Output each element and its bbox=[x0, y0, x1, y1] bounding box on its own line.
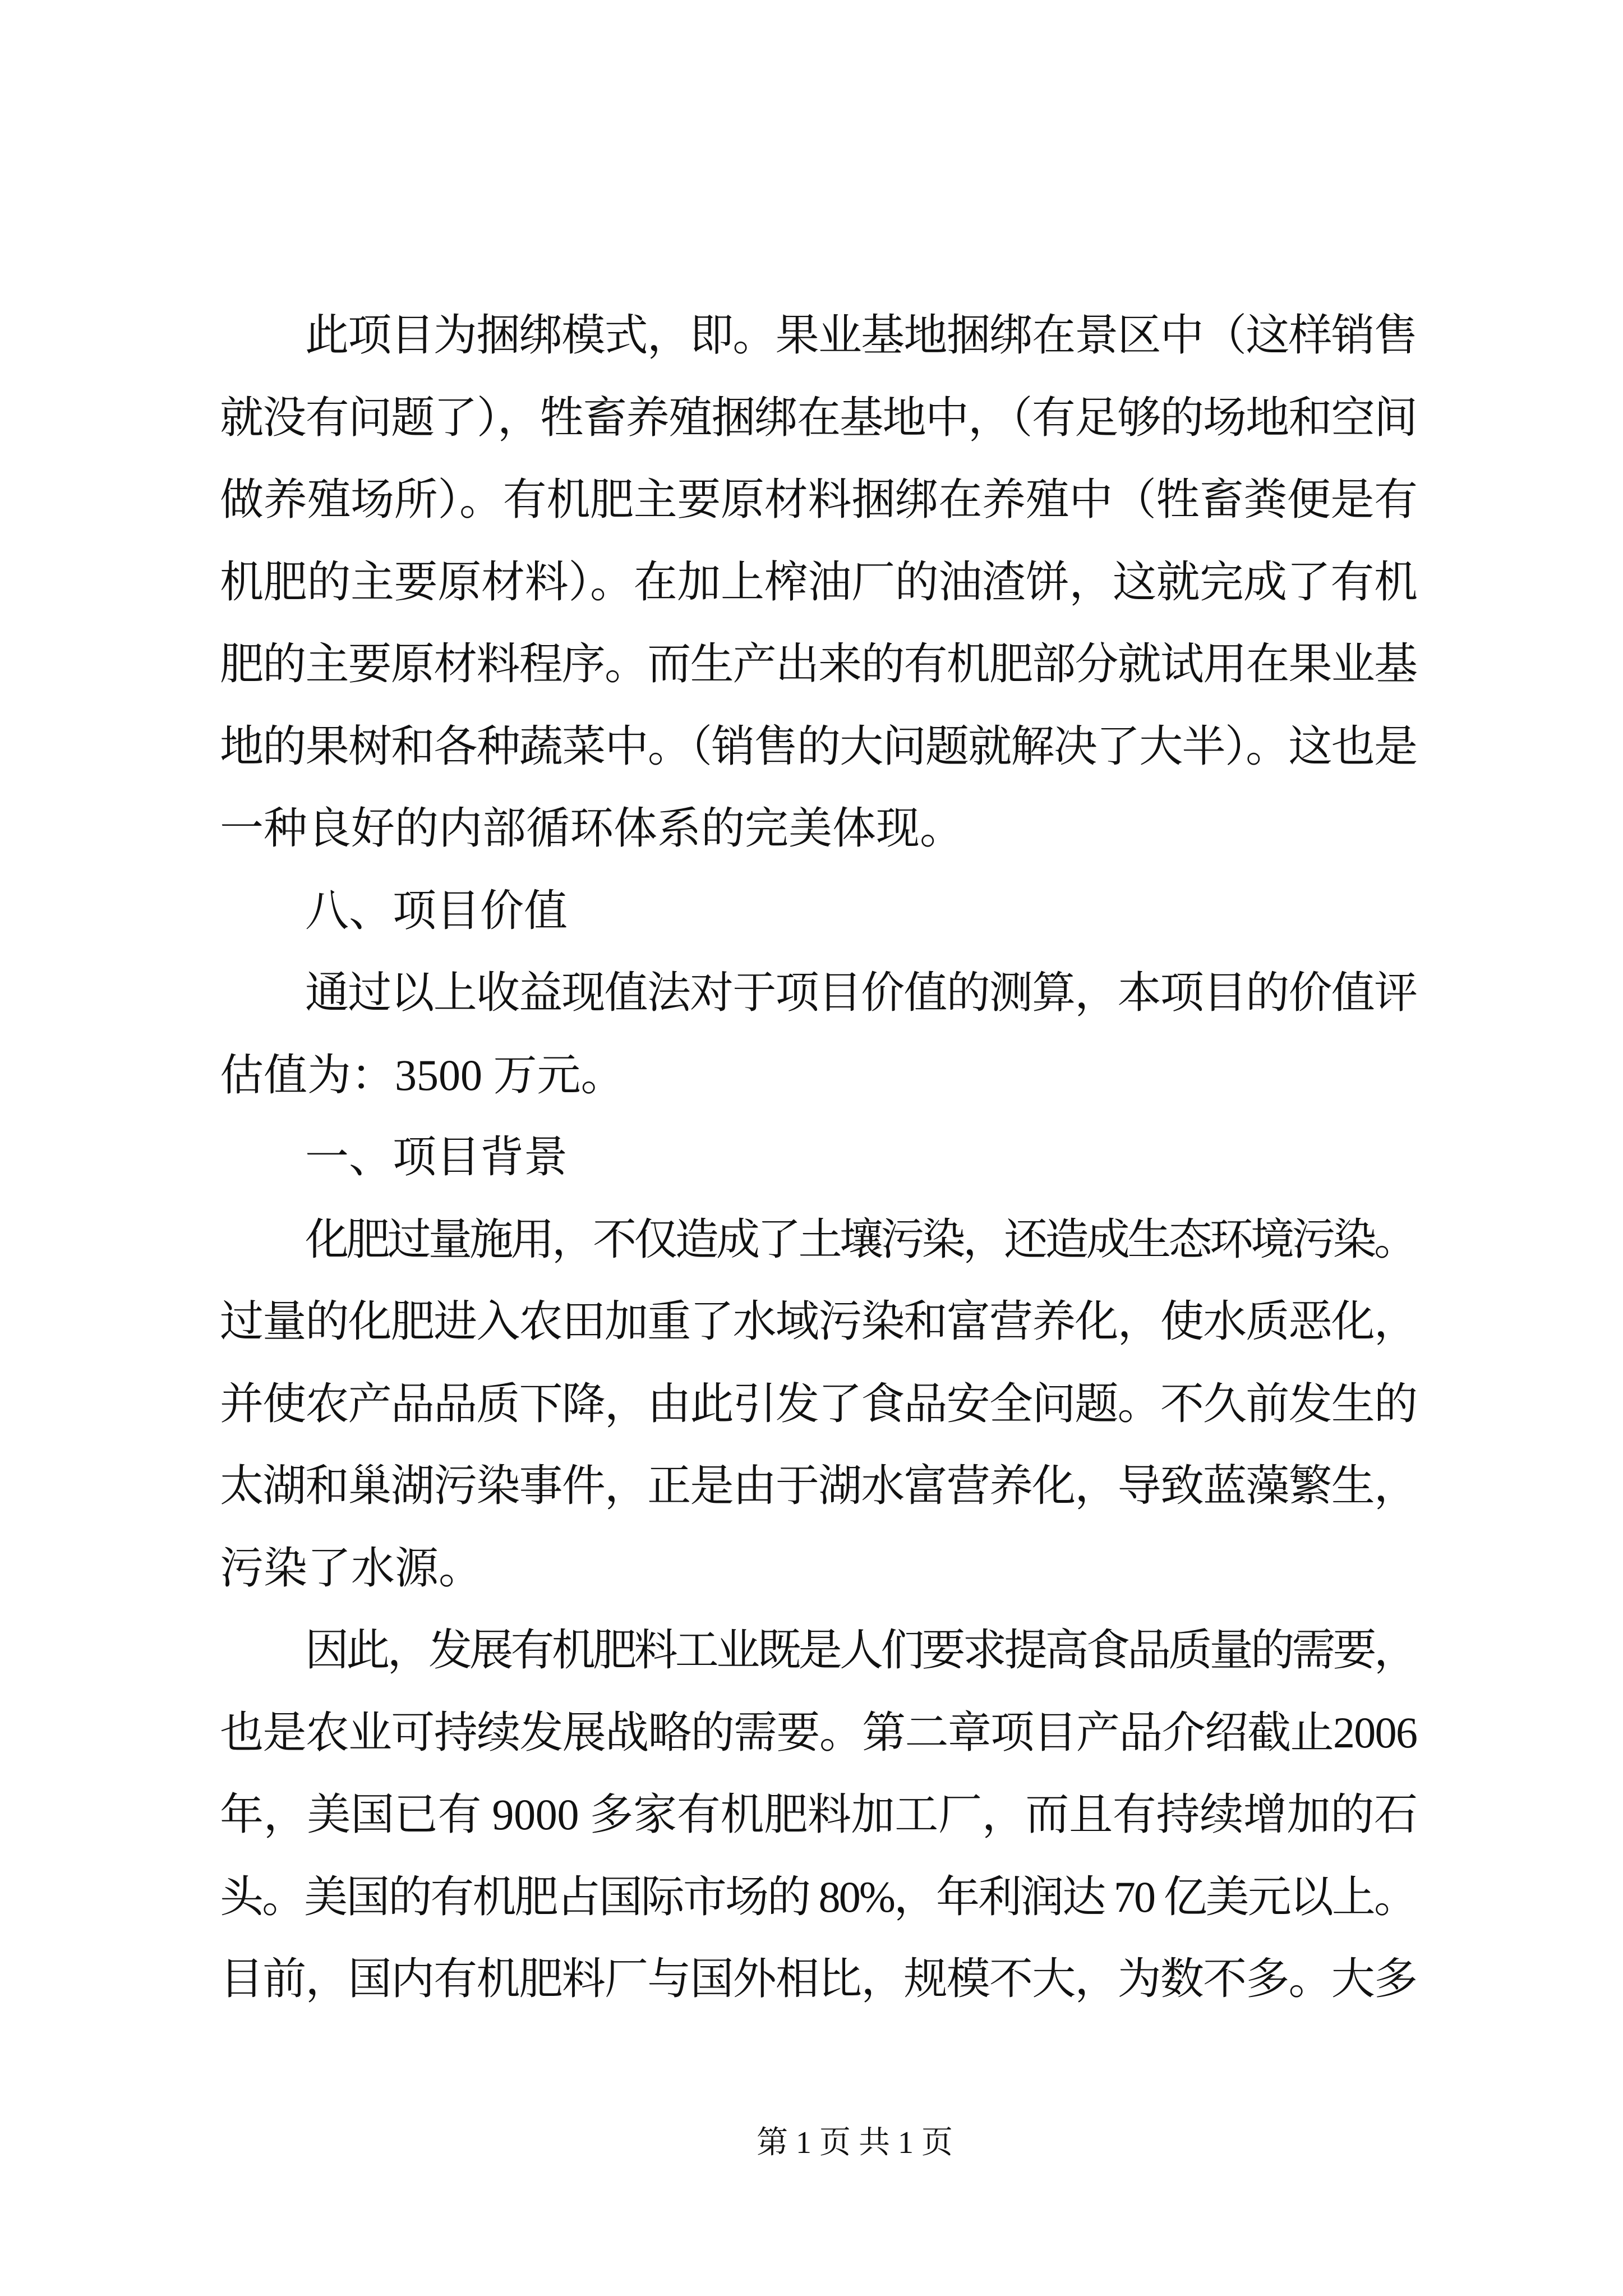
heading-text: 八、项目价值 bbox=[305, 886, 568, 935]
paragraph-project-binding-model bbox=[220, 295, 1418, 870]
line-text: 一种良好的内部循环体系的完美体现。 bbox=[220, 804, 964, 853]
section-heading-project-value bbox=[220, 870, 1418, 953]
line-text: 肥的主要原材料程序。而生产出来的有机肥部分就试用在果业基 bbox=[220, 639, 1417, 688]
line-text: 做养殖场所）。有机肥主要原材料捆绑在养殖中（牲畜粪便是有 bbox=[220, 475, 1418, 524]
body-text-line bbox=[220, 1856, 1418, 1939]
body-text-line bbox=[220, 1774, 1418, 1856]
line-text: 估值为：3500 万元。 bbox=[220, 1050, 625, 1099]
line-text: 目前，国内有机肥料厂与国外相比，规模不大，为数不多。大多 bbox=[220, 1954, 1417, 2003]
section-heading bbox=[220, 870, 1418, 953]
body-text-line bbox=[220, 1034, 1418, 1117]
body-text-line bbox=[220, 1199, 1418, 1281]
body-text-line bbox=[220, 623, 1418, 706]
body-text-line bbox=[220, 1692, 1418, 1774]
line-text: 机肥的主要原材料）。在加上榨油厂的油渣饼，这就完成了有机 bbox=[220, 557, 1418, 606]
body-text-line bbox=[220, 788, 1418, 870]
body-text-line bbox=[220, 459, 1418, 541]
heading-text: 一、项目背景 bbox=[305, 1133, 568, 1181]
line-text: 年，美国已有 9000 多家有机肥料加工厂，而且有持续增加的石 bbox=[220, 1790, 1418, 1839]
line-text: 此项目为捆绑模式，即。果业基地捆绑在景区中（这样销售 bbox=[305, 311, 1417, 360]
line-text: 并使农产品品质下降，由此引发了食品安全问题。不久前发生的 bbox=[220, 1379, 1417, 1428]
body-text-line bbox=[220, 1527, 1418, 1610]
body-text-line bbox=[220, 541, 1418, 624]
line-text: 因此，发展有机肥料工业既是人们要求提高食品质量的需要， bbox=[305, 1626, 1415, 1674]
section-heading-project-background bbox=[220, 1116, 1418, 1199]
page-footer bbox=[757, 2120, 953, 2165]
line-text: 太湖和巢湖污染事件，正是由于湖水富营养化，导致蓝藻繁生， bbox=[220, 1461, 1417, 1510]
line-text: 地的果树和各种蔬菜中。（销售的大问题就解决了大半）。这也是 bbox=[220, 721, 1417, 771]
line-text: 就没有问题了），牲畜养殖捆绑在基地中，（有足够的场地和空间 bbox=[220, 393, 1417, 442]
line-text: 化肥过量施用，不仅造成了土壤污染，还造成生态环境污染。 bbox=[305, 1214, 1415, 1264]
body-text-line bbox=[220, 1281, 1418, 1363]
body-text-line bbox=[220, 706, 1418, 788]
paragraph-organic-fertilizer-industry bbox=[220, 1609, 1418, 2021]
line-text: 头。美国的有机肥占国际市场的 80%，年利润达 70 亿美元以上。 bbox=[220, 1872, 1417, 1921]
line-text: 过量的化肥进入农田加重了水域污染和富营养化，使水质恶化， bbox=[220, 1297, 1417, 1346]
body-text-line bbox=[220, 295, 1418, 377]
body-text-line bbox=[220, 1445, 1418, 1527]
line-text: 污染了水源。 bbox=[220, 1543, 483, 1593]
body-text-line bbox=[220, 1363, 1418, 1446]
line-text: 通过以上收益现值法对于项目价值的测算，本项目的价值评 bbox=[305, 968, 1417, 1017]
document-body bbox=[220, 295, 1418, 2021]
body-text-line bbox=[220, 952, 1418, 1034]
page-number-label: 第 1 页 共 1 页 bbox=[757, 2125, 953, 2160]
body-text-line bbox=[220, 1938, 1418, 2021]
section-heading bbox=[220, 1116, 1418, 1199]
body-text-line bbox=[220, 1609, 1418, 1692]
paragraph-fertilizer-pollution bbox=[220, 1199, 1418, 1610]
line-text: 也是农业可持续发展战略的需要。第二章项目产品介绍截止2006 bbox=[220, 1708, 1417, 1757]
body-text-line bbox=[220, 377, 1418, 459]
paragraph-project-valuation bbox=[220, 952, 1418, 1116]
